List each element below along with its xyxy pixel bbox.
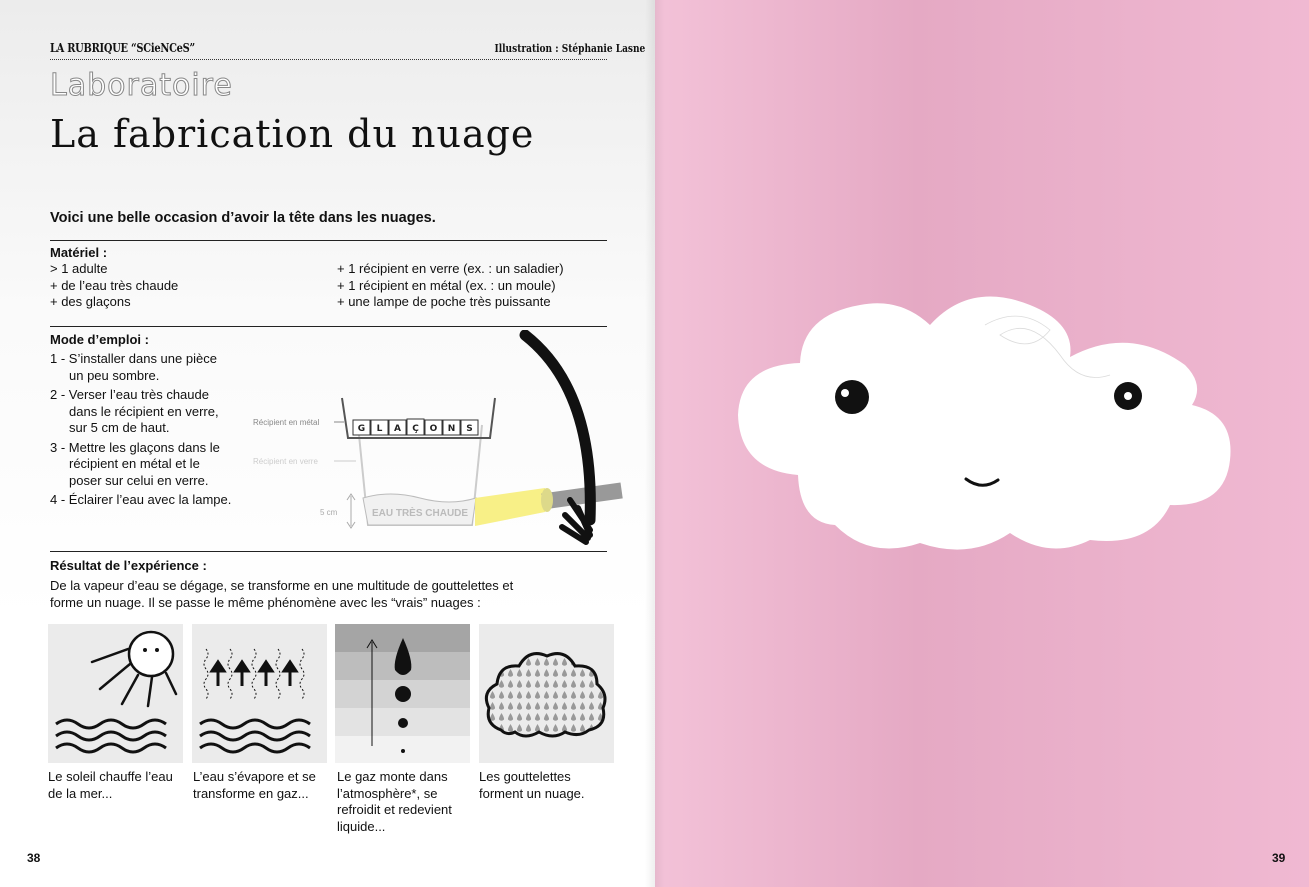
waves-icon xyxy=(56,720,166,752)
step-4: 4 - Éclairer l’eau avec la lampe. xyxy=(50,492,232,507)
waves-icon xyxy=(200,720,310,752)
label-water: EAU TRÈS CHAUDE xyxy=(371,508,469,519)
rubrique-label: LA RUBRIQUE “SCieNCeS” xyxy=(50,41,195,55)
kicker-title: Laboratoire xyxy=(50,68,233,103)
materiel-title: Matériel : xyxy=(50,245,108,260)
light-beam xyxy=(475,488,545,526)
illustration-sun xyxy=(48,624,183,763)
label-metal: Récipient en métal xyxy=(253,418,320,427)
list-item: + de l’eau très chaude xyxy=(50,277,179,293)
divider xyxy=(50,240,607,241)
caption-4: Les gouttelettes forment un nuage. xyxy=(479,769,585,801)
illustration-cloud xyxy=(479,624,614,763)
ice-letter: O xyxy=(429,424,438,434)
list-item: + 1 récipient en verre (ex. : un saladier) xyxy=(337,261,564,276)
illustration-evaporation xyxy=(192,624,327,763)
page-gutter xyxy=(645,0,665,887)
caption-1: Le soleil chauffe l’eau de la mer... xyxy=(48,769,173,801)
step-3: 3 - Mettre les glaçons dans le récipient en métal et le poser sur celui en verre. xyxy=(50,439,220,488)
resultat-text: De la vapeur d’eau se dégage, se transforme en une multitude de gouttelettes et forme un nuage. Il se passe le même phénomène avec les “vrais” nuages : xyxy=(50,578,514,610)
page-number-left: 38 xyxy=(27,851,41,865)
experiment-diagram xyxy=(250,330,630,545)
list-item: + des glaçons xyxy=(50,294,131,309)
illustration-credit: Illustration : Stéphanie Lasne xyxy=(494,42,646,55)
ice-letter: Ç xyxy=(412,424,419,434)
divider xyxy=(50,551,607,552)
up-arrows-icon xyxy=(212,662,296,686)
intro-text: Voici une belle occasion d’avoir la tête dans les nuages. xyxy=(50,210,436,226)
list-item: + 1 récipient en métal (ex. : un moule) xyxy=(337,277,556,293)
cloud-left-eye xyxy=(835,380,869,414)
rain-cloud-icon xyxy=(486,654,605,736)
smiling-cloud-illustration xyxy=(730,285,1240,560)
divider xyxy=(50,326,607,327)
flashlight-icon xyxy=(541,483,623,512)
materiel-list-left xyxy=(50,261,178,311)
materiel-list-right xyxy=(337,261,564,311)
ice-letter: S xyxy=(466,424,473,434)
page-title: La fabrication du nuage xyxy=(50,112,535,156)
mode-title: Mode d’emploi : xyxy=(50,332,149,347)
steps-list xyxy=(50,351,250,512)
illustration-condensation xyxy=(335,624,470,763)
header-rule xyxy=(50,59,607,60)
ice-letter: A xyxy=(394,424,401,434)
caption-3: Le gaz monte dans l’atmosphère*, se refroidit et redevient liquide... xyxy=(337,769,452,834)
list-item: > 1 adulte xyxy=(50,261,108,276)
sun-icon xyxy=(92,632,176,706)
cloud-body xyxy=(738,297,1231,550)
resultat-title: Résultat de l’expérience : xyxy=(50,558,207,573)
list-item: + une lampe de poche très puissante xyxy=(337,294,551,309)
page-number-right: 39 xyxy=(1272,851,1286,865)
step-2: 2 - Verser l’eau très chaude dans le récipient en verre, sur 5 cm de haut. xyxy=(50,387,219,435)
label-verre: Récipient en verre xyxy=(253,457,318,466)
ice-letter: L xyxy=(376,424,383,434)
ice-letter: G xyxy=(357,424,366,434)
label-height: 5 cm xyxy=(320,508,338,517)
ice-letter: N xyxy=(447,424,456,434)
caption-2: L’eau s’évapore et se transforme en gaz... xyxy=(193,769,316,801)
step-1: 1 - S’installer dans une pièce un peu sombre. xyxy=(50,351,217,383)
